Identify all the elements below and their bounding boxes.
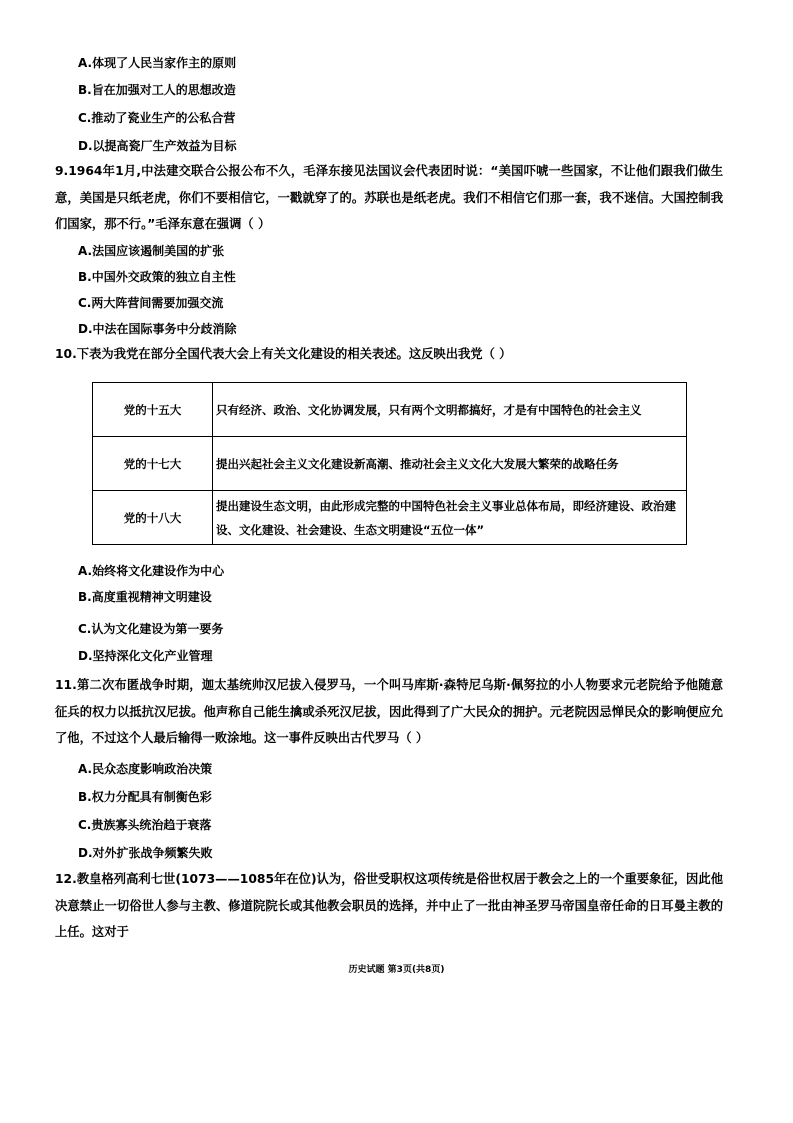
table-cell-label: 党的十五大 xyxy=(93,383,213,437)
table-row xyxy=(93,491,687,545)
q10-stem xyxy=(55,341,723,368)
q9-option-b: B.中国外交政策的独立自主性 xyxy=(78,270,236,284)
table-cell-text: 提出兴起社会主义文化建设新高潮、推动社会主义文化大发展大繁荣的战略任务 xyxy=(213,437,687,491)
q8-option-a: A.体现了人民当家作主的原则 xyxy=(78,56,237,70)
q10-option-d: D.坚持深化文化产业管理 xyxy=(78,649,213,663)
table-cell-text: 只有经济、政治、文化协调发展，只有两个文明都搞好，才是有中国特色的社会主义 xyxy=(213,383,687,437)
q10-option-a: A.始终将文化建设作为中心 xyxy=(78,564,225,578)
q9-option-c: C.两大阵营间需要加强交流 xyxy=(78,296,224,310)
q11-option-d: D.对外扩张战争频繁失败 xyxy=(78,846,213,860)
table-cell-label: 党的十七大 xyxy=(93,437,213,491)
q9-option-d: D.中法在国际事务中分歧消除 xyxy=(78,322,237,336)
table-cell-text: 提出建设生态文明，由此形成完整的中国特色社会主义事业总体布局，即经济建设、政治建设、文化建设、社会建设、生态文明建设“五位一体” xyxy=(213,491,687,545)
q8-option-c: C.推动了瓷业生产的公私合营 xyxy=(78,111,236,125)
table-row xyxy=(93,383,687,437)
q10-option-b: B.高度重视精神文明建设 xyxy=(78,590,212,604)
q9-text: 1964年1月,中法建交联合公报公布不久，毛泽东接见法国议会代表团时说：“美国吓唬一些国家，不让他们跟我们做生意，美国是只纸老虎，你们不要相信它，一戳就穿了的。苏联也是纸老虎。我们不相信它们那一套，我不迷信。大国控制我们国家，那不行。”毛泽东意在强调（ ） xyxy=(55,164,723,231)
q8-option-d: D.以提高瓷厂生产效益为目标 xyxy=(78,139,237,153)
q10-text: 下表为我党在部分全国代表大会上有关文化建设的相关表述。这反映出我党（ ） xyxy=(76,347,512,361)
q9-stem xyxy=(55,158,723,238)
q8-option-b: B.旨在加强对工人的思想改造 xyxy=(78,83,236,97)
table-cell-label: 党的十八大 xyxy=(93,491,213,545)
q11-option-b: B.权力分配具有制衡色彩 xyxy=(78,790,212,804)
q10-option-c: C.认为文化建设为第一要务 xyxy=(78,622,224,636)
q11-stem xyxy=(55,672,723,752)
table-row xyxy=(93,437,687,491)
page-footer: 历史试题 第3页(共8页) xyxy=(348,965,445,975)
q11-option-a: A.民众态度影响政治决策 xyxy=(78,762,213,776)
q11-number: 11. xyxy=(55,678,77,692)
q10-number: 10. xyxy=(55,347,77,361)
q12-stem xyxy=(55,866,723,946)
q9-number: 9. xyxy=(55,164,69,178)
q12-text: 教皇格列高利七世(1073——1085年在位)认为，俗世受职权这项传统是俗世权居于教会之上的一个重要象征，因此他决意禁止一切俗世人参与主教、修道院院长或其他教会职员的选择，并中止了一批由神圣罗马帝国皇帝任命的日耳曼主教的上任。这对于 xyxy=(55,872,723,939)
q9-option-a: A.法国应该遏制美国的扩张 xyxy=(78,244,225,258)
q10-table xyxy=(92,382,687,545)
q12-number: 12. xyxy=(55,872,77,886)
q11-text: 第二次布匿战争时期，迦太基统帅汉尼拔入侵罗马，一个叫马库斯·森特尼乌斯·佩努拉的小人物要求元老院给予他随意征兵的权力以抵抗汉尼拔。他声称自己能生擒或杀死汉尼拔，因此得到了广大民众的拥护。元老院因忌惮民众的影响便应允了他，不过这个人最后输得一败涂地。这一事件反映出古代罗马（ ） xyxy=(55,678,723,745)
q11-option-c: C.贵族寡头统治趋于衰落 xyxy=(78,818,212,832)
